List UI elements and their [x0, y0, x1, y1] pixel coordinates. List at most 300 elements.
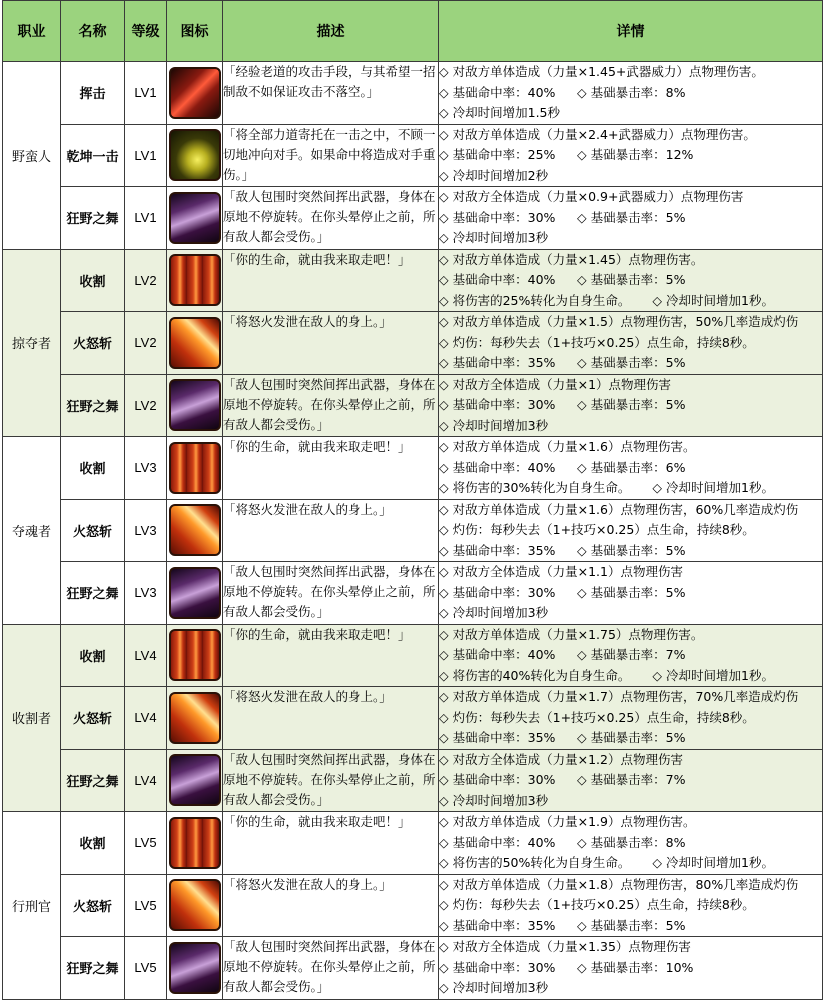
detail-item — [439, 710, 755, 725]
skill-table — [2, 0, 823, 1000]
detail-line — [439, 416, 822, 437]
fire-slash-skill-icon — [169, 317, 221, 369]
skill-icon-cell — [167, 499, 223, 562]
detail-text: 基础暴击率：5% — [590, 272, 686, 287]
skill-icon-cell — [167, 624, 223, 687]
detail-item — [577, 958, 693, 979]
diamond-bullet-icon: ◇ — [439, 876, 449, 892]
detail-text: 基础命中率：30% — [452, 772, 556, 787]
detail-line — [439, 145, 822, 166]
detail-text: 基础暴击率：8% — [590, 834, 686, 850]
detail-text: 基础命中率：40% — [452, 459, 556, 475]
detail-text: 灼伤：每秒失去（1+技巧×0.25）点生命，持续8秒。 — [452, 334, 755, 350]
skill-description-cell: 「敌人包围时突然间挥出武器，身体在原地不停旋转。在你头晕停止之前，所有敌人都会受伤。」 — [223, 749, 439, 812]
table-row — [3, 124, 823, 187]
diamond-bullet-icon: ◇ — [439, 230, 449, 245]
skill-level-cell: LV2 — [125, 312, 167, 375]
diamond-bullet-icon: ◇ — [577, 730, 587, 745]
detail-line — [439, 791, 822, 812]
detail-line — [439, 270, 822, 291]
diamond-bullet-icon: ◇ — [577, 147, 587, 162]
skill-name-cell: 挥击 — [61, 62, 125, 125]
skill-description-cell: 「将怒火发泄在敌人的身上。」 — [223, 499, 439, 562]
skill-name-cell: 收割 — [61, 812, 125, 875]
skill-name-cell: 狂野之舞 — [61, 749, 125, 812]
detail-line — [439, 312, 822, 333]
diamond-bullet-icon: ◇ — [439, 605, 449, 620]
detail-text: 冷却时间增加3秒 — [452, 980, 549, 995]
skill-details-cell — [439, 499, 823, 562]
table-row — [3, 937, 823, 1000]
skill-table-body — [3, 62, 823, 1000]
reap-skill-icon — [169, 254, 221, 306]
diamond-bullet-icon: ◇ — [577, 834, 587, 850]
skill-name-cell: 火怒斩 — [61, 499, 125, 562]
diamond-bullet-icon: ◇ — [439, 959, 449, 975]
detail-item — [439, 478, 630, 499]
detail-text: 基础命中率：40% — [452, 834, 556, 850]
skill-icon-cell — [167, 312, 223, 375]
skill-level-cell: LV4 — [125, 624, 167, 687]
detail-line — [439, 291, 822, 312]
table-row — [3, 437, 823, 500]
skill-icon-cell — [167, 124, 223, 187]
detail-item — [439, 752, 683, 767]
detail-text: 对敌方单体造成（力量×1.8）点物理伤害，80%几率造成灼伤 — [452, 876, 799, 892]
diamond-bullet-icon: ◇ — [577, 272, 587, 287]
table-row — [3, 749, 823, 812]
detail-text: 基础命中率：30% — [452, 209, 556, 225]
diamond-bullet-icon: ◇ — [439, 814, 449, 829]
skill-name-cell: 火怒斩 — [61, 874, 125, 937]
diamond-bullet-icon: ◇ — [439, 647, 449, 662]
detail-line — [439, 375, 822, 396]
detail-text: 基础暴击率：5% — [590, 584, 686, 600]
diamond-bullet-icon: ◇ — [439, 105, 449, 120]
detail-line — [439, 500, 822, 521]
detail-text: 基础暴击率：12% — [590, 147, 694, 162]
whirlwind-skill-icon — [169, 567, 221, 619]
whirlwind-skill-icon — [169, 192, 221, 244]
detail-text: 冷却时间增加3秒 — [452, 417, 549, 433]
detail-item — [577, 270, 685, 291]
detail-item — [439, 541, 577, 562]
job-cell: 夺魂者 — [3, 437, 61, 625]
diamond-bullet-icon: ◇ — [577, 355, 587, 370]
detail-line — [439, 687, 822, 708]
detail-line — [439, 603, 822, 624]
detail-item — [439, 189, 743, 204]
skill-details-cell — [439, 562, 823, 625]
detail-item — [439, 377, 671, 392]
detail-item — [577, 541, 685, 562]
detail-item — [577, 916, 685, 937]
header-icon: 图标 — [167, 1, 223, 62]
diamond-bullet-icon: ◇ — [439, 917, 449, 933]
diamond-bullet-icon: ◇ — [577, 397, 587, 412]
skill-name-cell: 狂野之舞 — [61, 374, 125, 437]
table-row — [3, 624, 823, 687]
diamond-bullet-icon: ◇ — [439, 292, 449, 308]
skill-details-cell — [439, 749, 823, 812]
detail-text: 对敌方单体造成（力量×1.7）点物理伤害，70%几率造成灼伤 — [452, 689, 799, 704]
table-row — [3, 874, 823, 937]
skill-icon-cell — [167, 437, 223, 500]
detail-line — [439, 62, 822, 83]
detail-text: 冷却时间增加3秒 — [452, 230, 549, 245]
diamond-bullet-icon: ◇ — [439, 334, 449, 350]
detail-item — [439, 564, 683, 579]
detail-item — [439, 127, 756, 142]
table-row — [3, 562, 823, 625]
detail-line — [439, 978, 822, 999]
diamond-bullet-icon: ◇ — [439, 584, 449, 600]
diamond-bullet-icon: ◇ — [652, 292, 663, 308]
diamond-bullet-icon: ◇ — [439, 84, 449, 100]
detail-line — [439, 125, 822, 146]
detail-line — [439, 83, 822, 104]
diamond-bullet-icon: ◇ — [439, 501, 449, 517]
power-strike-skill-icon — [169, 129, 221, 181]
detail-item — [577, 458, 685, 479]
detail-text: 对敌方单体造成（力量×1.5）点物理伤害，50%几率造成灼伤 — [452, 314, 799, 329]
diamond-bullet-icon: ◇ — [439, 355, 449, 370]
table-row — [3, 374, 823, 437]
detail-line — [439, 812, 822, 833]
skill-details-cell — [439, 437, 823, 500]
diamond-bullet-icon: ◇ — [439, 730, 449, 745]
detail-item — [439, 980, 548, 995]
detail-item — [439, 335, 755, 350]
whirlwind-skill-icon — [169, 379, 221, 431]
diamond-bullet-icon: ◇ — [577, 917, 587, 933]
skill-icon-cell — [167, 249, 223, 312]
header-row — [3, 1, 823, 62]
skill-description-cell: 「将怒火发泄在敌人的身上。」 — [223, 312, 439, 375]
detail-text: 冷却时间增加1秒。 — [666, 292, 774, 308]
detail-text: 基础命中率：30% — [452, 397, 556, 412]
fire-slash-skill-icon — [169, 692, 221, 744]
detail-line — [439, 833, 822, 854]
diamond-bullet-icon: ◇ — [439, 376, 449, 392]
detail-line — [439, 458, 822, 479]
header-level: 等级 — [125, 1, 167, 62]
detail-item — [439, 418, 548, 433]
reap-skill-icon — [169, 817, 221, 869]
skill-details-cell — [439, 874, 823, 937]
detail-item — [439, 689, 798, 704]
detail-item — [577, 395, 685, 416]
detail-text: 灼伤：每秒失去（1+技巧×0.25）点生命，持续8秒。 — [452, 897, 755, 912]
skill-details-cell — [439, 812, 823, 875]
diamond-bullet-icon: ◇ — [439, 751, 449, 767]
skill-description-cell: 「你的生命，就由我来取走吧！」 — [223, 812, 439, 875]
detail-item — [439, 770, 577, 791]
skill-description-cell: 「你的生命，就由我来取走吧！」 — [223, 624, 439, 687]
detail-item — [439, 168, 548, 183]
diamond-bullet-icon: ◇ — [439, 397, 449, 412]
detail-text: 基础命中率：40% — [452, 647, 556, 662]
detail-item — [439, 230, 548, 245]
job-cell: 收割者 — [3, 624, 61, 812]
detail-text: 基础暴击率：5% — [590, 397, 686, 412]
detail-text: 冷却时间增加1.5秒 — [452, 105, 560, 120]
detail-line — [439, 103, 822, 124]
diamond-bullet-icon: ◇ — [439, 855, 449, 870]
skill-icon-cell — [167, 187, 223, 250]
detail-item — [439, 814, 695, 829]
detail-line — [439, 395, 822, 416]
diamond-bullet-icon: ◇ — [439, 792, 449, 808]
detail-text: 基础暴击率：7% — [590, 647, 686, 662]
detail-line — [439, 770, 822, 791]
whirlwind-skill-icon — [169, 754, 221, 806]
detail-item — [652, 666, 774, 687]
detail-text: 灼伤：每秒失去（1+技巧×0.25）点生命，持续8秒。 — [452, 522, 755, 537]
detail-item — [439, 958, 577, 979]
diamond-bullet-icon: ◇ — [439, 147, 449, 162]
fire-slash-skill-icon — [169, 879, 221, 931]
header-name: 名称 — [61, 1, 125, 62]
skill-details-cell — [439, 687, 823, 750]
detail-text: 基础命中率：25% — [452, 147, 556, 162]
detail-text: 对敌方单体造成（力量×1.45+武器威力）点物理伤害。 — [452, 64, 764, 79]
detail-line — [439, 708, 822, 729]
table-row — [3, 187, 823, 250]
detail-text: 基础暴击率：6% — [590, 459, 686, 475]
skill-details-cell — [439, 937, 823, 1000]
detail-text: 对敌方单体造成（力量×2.4+武器威力）点物理伤害。 — [452, 126, 756, 142]
detail-line — [439, 728, 822, 749]
skill-level-cell: LV1 — [125, 124, 167, 187]
detail-text: 基础暴击率：5% — [590, 730, 686, 745]
diamond-bullet-icon: ◇ — [439, 189, 449, 204]
detail-text: 基础命中率：35% — [452, 542, 556, 558]
diamond-bullet-icon: ◇ — [439, 564, 449, 579]
detail-text: 基础暴击率：7% — [590, 772, 686, 787]
table-row — [3, 499, 823, 562]
detail-item — [439, 314, 798, 329]
detail-line — [439, 645, 822, 666]
detail-line — [439, 583, 822, 604]
detail-line — [439, 437, 822, 458]
diamond-bullet-icon: ◇ — [439, 251, 449, 267]
table-row — [3, 812, 823, 875]
detail-line — [439, 562, 822, 583]
detail-item — [577, 645, 685, 666]
detail-text: 冷却时间增加1秒。 — [666, 855, 774, 870]
detail-item — [439, 83, 577, 104]
detail-text: 对敌方全体造成（力量×0.9+武器威力）点物理伤害 — [452, 189, 744, 204]
skill-description-cell: 「将全部力道寄托在一击之中，不顾一切地冲向对手。如果命中将造成对手重伤。」 — [223, 124, 439, 187]
detail-item — [439, 458, 577, 479]
detail-text: 基础命中率：30% — [452, 584, 556, 600]
reap-skill-icon — [169, 629, 221, 681]
detail-text: 基础暴击率：5% — [590, 355, 686, 370]
skill-description-cell: 「敌人包围时突然间挥出武器，身体在原地不停旋转。在你头晕停止之前，所有敌人都会受伤。」 — [223, 187, 439, 250]
detail-item — [439, 252, 703, 267]
diamond-bullet-icon: ◇ — [439, 522, 449, 537]
skill-name-cell: 火怒斩 — [61, 312, 125, 375]
diamond-bullet-icon: ◇ — [652, 855, 663, 870]
skill-icon-cell — [167, 937, 223, 1000]
detail-item — [652, 478, 774, 499]
detail-item — [439, 627, 703, 642]
detail-item — [577, 833, 685, 854]
diamond-bullet-icon: ◇ — [439, 480, 449, 495]
diamond-bullet-icon: ◇ — [577, 459, 587, 475]
detail-text: 冷却时间增加3秒 — [452, 605, 549, 620]
diamond-bullet-icon: ◇ — [439, 272, 449, 287]
detail-item — [439, 939, 691, 954]
diamond-bullet-icon: ◇ — [439, 709, 449, 725]
skill-level-cell: LV2 — [125, 249, 167, 312]
detail-item — [577, 353, 685, 374]
detail-item — [577, 583, 685, 604]
detail-text: 基础暴击率：5% — [590, 542, 686, 558]
detail-text: 基础暴击率：5% — [590, 209, 686, 225]
diamond-bullet-icon: ◇ — [577, 959, 587, 975]
detail-text: 对敌方单体造成（力量×1.9）点物理伤害。 — [452, 814, 696, 829]
diamond-bullet-icon: ◇ — [577, 647, 587, 662]
detail-text: 基础暴击率：5% — [590, 917, 686, 933]
diamond-bullet-icon: ◇ — [439, 439, 449, 454]
diamond-bullet-icon: ◇ — [439, 542, 449, 558]
skill-details-cell — [439, 624, 823, 687]
table-row — [3, 249, 823, 312]
detail-text: 冷却时间增加2秒 — [452, 167, 549, 183]
detail-text: 将伤害的25%转化为自身生命。 — [452, 292, 631, 308]
skill-level-cell: LV1 — [125, 187, 167, 250]
diamond-bullet-icon: ◇ — [439, 626, 449, 642]
detail-text: 冷却时间增加1秒。 — [666, 480, 774, 495]
diamond-bullet-icon: ◇ — [652, 667, 663, 683]
fire-slash-skill-icon — [169, 504, 221, 556]
detail-text: 将伤害的30%转化为自身生命。 — [452, 480, 631, 495]
detail-item — [577, 83, 685, 104]
skill-name-cell: 狂野之舞 — [61, 187, 125, 250]
skill-level-cell: LV2 — [125, 374, 167, 437]
skill-description-cell: 「你的生命，就由我来取走吧！」 — [223, 437, 439, 500]
skill-icon-cell — [167, 62, 223, 125]
detail-item — [439, 666, 630, 687]
detail-item — [439, 605, 548, 620]
detail-line — [439, 750, 822, 771]
detail-line — [439, 666, 822, 687]
job-cell: 掠夺者 — [3, 249, 61, 437]
skill-description-cell: 「将怒火发泄在敌人的身上。」 — [223, 687, 439, 750]
detail-line — [439, 853, 822, 874]
detail-item — [439, 583, 577, 604]
detail-item — [439, 502, 798, 517]
detail-item — [439, 270, 577, 291]
whirlwind-skill-icon — [169, 942, 221, 994]
skill-name-cell: 火怒斩 — [61, 687, 125, 750]
diamond-bullet-icon: ◇ — [439, 834, 449, 850]
detail-item — [439, 645, 577, 666]
header-details: 详情 — [439, 1, 823, 62]
detail-line — [439, 895, 822, 916]
detail-item — [652, 853, 774, 874]
skill-level-cell: LV5 — [125, 812, 167, 875]
skill-details-cell — [439, 187, 823, 250]
skill-icon-cell — [167, 874, 223, 937]
skill-description-cell: 「你的生命，就由我来取走吧！」 — [223, 249, 439, 312]
detail-text: 对敌方全体造成（力量×1.1）点物理伤害 — [452, 564, 683, 579]
detail-line — [439, 228, 822, 249]
skill-description-cell: 「敌人包围时突然间挥出武器，身体在原地不停旋转。在你头晕停止之前，所有敌人都会受伤。」 — [223, 374, 439, 437]
detail-item — [652, 291, 774, 312]
skill-description-cell: 「将怒火发泄在敌人的身上。」 — [223, 874, 439, 937]
diamond-bullet-icon: ◇ — [439, 772, 449, 787]
detail-line — [439, 541, 822, 562]
detail-item — [439, 728, 577, 749]
skill-name-cell: 收割 — [61, 624, 125, 687]
detail-line — [439, 333, 822, 354]
skill-level-cell: LV1 — [125, 62, 167, 125]
reap-skill-icon — [169, 442, 221, 494]
skill-name-cell: 乾坤一击 — [61, 124, 125, 187]
slash-skill-icon — [169, 67, 221, 119]
detail-line — [439, 353, 822, 374]
diamond-bullet-icon: ◇ — [577, 84, 587, 100]
detail-text: 基础命中率：30% — [452, 959, 556, 975]
skill-details-cell — [439, 124, 823, 187]
diamond-bullet-icon: ◇ — [439, 126, 449, 142]
skill-level-cell: LV4 — [125, 687, 167, 750]
detail-line — [439, 187, 822, 208]
detail-text: 基础命中率：35% — [452, 355, 556, 370]
table-row — [3, 687, 823, 750]
skill-icon-cell — [167, 749, 223, 812]
diamond-bullet-icon: ◇ — [439, 167, 449, 183]
detail-item — [439, 522, 755, 537]
detail-text: 冷却时间增加1秒。 — [666, 667, 774, 683]
job-cell: 行刑官 — [3, 812, 61, 1000]
skill-details-cell — [439, 312, 823, 375]
detail-line — [439, 875, 822, 896]
detail-item — [439, 145, 577, 166]
skill-name-cell: 收割 — [61, 437, 125, 500]
diamond-bullet-icon: ◇ — [439, 897, 449, 912]
diamond-bullet-icon: ◇ — [439, 417, 449, 433]
detail-line — [439, 250, 822, 271]
diamond-bullet-icon: ◇ — [439, 314, 449, 329]
job-cell: 野蛮人 — [3, 62, 61, 250]
detail-line — [439, 478, 822, 499]
detail-text: 基础命中率：40% — [452, 272, 556, 287]
detail-line — [439, 916, 822, 937]
skill-icon-cell — [167, 562, 223, 625]
table-row — [3, 62, 823, 125]
detail-item — [577, 770, 685, 791]
table-row — [3, 312, 823, 375]
skill-icon-cell — [167, 687, 223, 750]
diamond-bullet-icon: ◇ — [439, 980, 449, 995]
skill-level-cell: LV3 — [125, 562, 167, 625]
detail-item — [439, 833, 577, 854]
diamond-bullet-icon: ◇ — [577, 584, 587, 600]
skill-level-cell: LV4 — [125, 749, 167, 812]
skill-level-cell: LV5 — [125, 937, 167, 1000]
skill-details-cell — [439, 374, 823, 437]
detail-line — [439, 166, 822, 187]
skill-details-cell — [439, 249, 823, 312]
detail-line — [439, 958, 822, 979]
detail-item — [577, 728, 685, 749]
skill-level-cell: LV3 — [125, 499, 167, 562]
detail-text: 基础命中率：35% — [452, 917, 556, 933]
